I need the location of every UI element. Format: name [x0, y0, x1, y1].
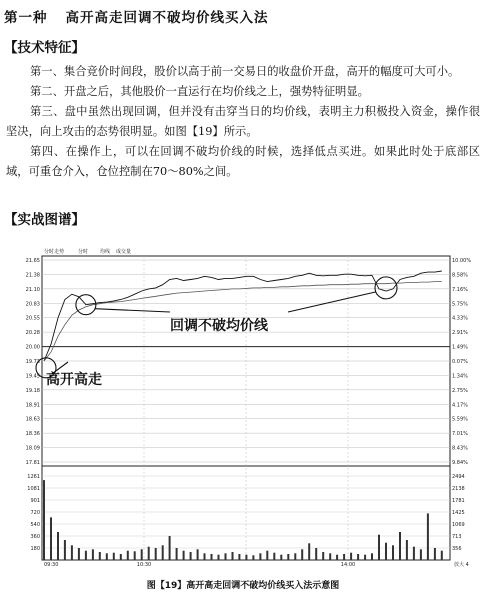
y-left-tick-label: 18.09	[25, 445, 40, 452]
intraday-chart-svg	[20, 244, 472, 574]
vol-left-tick-label: 540	[30, 522, 40, 528]
volume-bar	[322, 552, 324, 560]
volume-bar	[71, 545, 73, 560]
title-text: 高开高走回调不破均价线买入法	[65, 10, 269, 26]
pullback-annotation: 回调不破均价线	[170, 318, 268, 334]
y-right-tick-label: 0.07%	[452, 359, 468, 365]
volume-bar	[43, 480, 45, 560]
volume-bar	[441, 551, 443, 560]
volume-bar	[399, 532, 401, 560]
vol-right-tick-label: 2138	[452, 486, 465, 492]
vol-left-tick-label: 1081	[27, 486, 40, 492]
y-left-tick-label: 19.45	[25, 373, 40, 380]
y-right-tick-label: 4.33%	[452, 315, 468, 322]
y-right-tick-label: 2.91%	[452, 330, 468, 337]
volume-bar	[57, 532, 59, 560]
y-left-tick-label: 17.81	[25, 460, 40, 466]
y-left-tick-label: 18.63	[25, 416, 40, 423]
volume-bar	[238, 554, 240, 560]
volume-bar	[280, 555, 282, 560]
volume-bar	[413, 547, 415, 560]
volume-bar	[378, 535, 380, 560]
paragraph-1: 第一、集合竞价时间段，股价以高于前一交易日的收盘价开盘，高开的幅度可大可小。	[30, 65, 460, 78]
volume-bar	[148, 547, 150, 560]
y-right-tick-label: 8.58%	[452, 272, 468, 279]
volume-bar	[85, 551, 87, 560]
y-right-tick-label: 1.34%	[452, 373, 468, 380]
pullback-arrow-right	[288, 292, 376, 312]
y-right-tick-label: 2.75%	[452, 387, 468, 394]
page-title	[4, 6, 269, 26]
y-left-tick-label: 20.00	[25, 344, 40, 351]
volume-bar	[169, 536, 171, 560]
vol-left-tick-label: 720	[30, 510, 40, 516]
y-right-tick-label: 7.01%	[452, 431, 468, 438]
volume-bar	[350, 553, 352, 560]
volume-bar	[78, 548, 80, 560]
y-right-tick-label: 10.00%	[452, 258, 472, 264]
section-heading-features: 【技术特征】	[4, 40, 85, 56]
vol-right-tick-label: 356	[452, 546, 462, 552]
volume-bar	[176, 548, 178, 560]
figure-caption: 图【19】高开高走回调不破均价线买入法示意图	[146, 581, 340, 591]
volume-bar	[434, 548, 436, 560]
volume-bar	[364, 555, 366, 560]
paragraph-2: 第二、开盘之后，其他股价一直运行在均价线之上，强势特征明显。	[30, 85, 369, 98]
volume-bar	[155, 548, 157, 560]
vol-left-tick-label: 360	[30, 534, 40, 540]
volume-bar	[259, 553, 261, 560]
volume-bar	[64, 540, 66, 560]
volume-bar	[301, 549, 303, 560]
volume-bar	[106, 553, 108, 560]
volume-bar	[294, 553, 296, 560]
volume-bar	[190, 552, 192, 560]
volume-bar	[141, 549, 143, 560]
chart-header-label: 成交量	[116, 249, 132, 255]
vol-right-tick-label: 713	[452, 534, 462, 540]
volume-bar	[162, 545, 164, 560]
y-right-tick-label: 5.75%	[452, 301, 468, 308]
volume-bar	[211, 554, 213, 560]
y-left-tick-label: 20.28	[25, 330, 40, 337]
chart-header-label: 分时	[78, 249, 89, 255]
volume-bar	[315, 548, 317, 560]
volume-bar	[343, 554, 345, 560]
x-tick-label: 14:00	[340, 562, 356, 568]
volume-bar	[245, 555, 247, 560]
y-right-tick-label: 4.17%	[452, 402, 468, 409]
y-right-tick-label: 9.84%	[452, 460, 468, 466]
gap-up-annotation: 高开高走	[46, 372, 102, 388]
volume-bar	[427, 513, 429, 560]
volume-bar	[392, 545, 394, 560]
volume-bar	[92, 549, 94, 560]
paragraph-3: 第三、盘中虽然出现回调，但并没有击穿当日的均价线，表明主力积极投入资金，操作很坚决，向上攻击的态势很明显。如图【19】所示。	[6, 105, 480, 138]
vol-right-tick-label: 1425	[452, 510, 465, 516]
vol-left-tick-label: 1261	[27, 474, 40, 480]
vol-left-tick-label: 901	[30, 498, 40, 504]
y-right-tick-label: 1.49%	[452, 344, 468, 351]
volume-bar	[197, 549, 199, 560]
x-tick-label: 10:30	[136, 562, 152, 568]
volume-bar	[113, 553, 115, 560]
y-left-tick-label: 18.91	[25, 402, 40, 409]
volume-bar	[357, 554, 359, 560]
title-prefix: 第一种	[4, 10, 48, 26]
feature-paragraphs	[6, 62, 480, 182]
volume-bar	[99, 552, 101, 560]
volume-bar	[266, 551, 268, 560]
x-tick-label: 09:30	[44, 562, 59, 568]
volume-bar	[308, 543, 310, 560]
y-left-tick-label: 20.55	[25, 315, 40, 322]
chart-header-label: 均线	[100, 249, 111, 255]
volume-bar	[218, 555, 220, 560]
volume-bar	[134, 551, 136, 560]
vol-left-tick-label: 180	[30, 546, 40, 552]
volume-bar	[183, 551, 185, 560]
volume-bar	[287, 554, 289, 560]
volume-bar	[50, 517, 52, 560]
y-left-tick-label: 21.38	[25, 272, 40, 279]
volume-bar	[371, 553, 373, 560]
volume-bar	[225, 553, 227, 560]
volume-bar	[420, 549, 422, 560]
y-left-tick-label: 19.18	[25, 387, 40, 394]
x-right-label: 放大 4	[454, 562, 469, 568]
volume-bar	[252, 555, 254, 560]
y-left-tick-label: 19.73	[25, 359, 40, 365]
volume-bar	[232, 552, 234, 560]
chart-header-label: 分时走势	[44, 249, 65, 255]
y-right-tick-label: 7.16%	[452, 286, 468, 293]
price-series-line	[44, 271, 442, 361]
paragraph-4: 第四、在操作上，可以在回调不破均价线的时候，选择低点买进。如果此时处于底部区域，可重仓介入，仓位控制在70～80%之间。	[6, 145, 480, 178]
vol-right-tick-label: 2494	[452, 474, 465, 480]
volume-bar	[273, 553, 275, 560]
y-left-tick-label: 20.83	[25, 301, 40, 308]
intraday-chart	[20, 244, 472, 574]
volume-bar	[127, 551, 129, 560]
section-heading-charts: 【实战图谱】	[4, 212, 85, 228]
y-right-tick-label: 8.43%	[452, 445, 468, 452]
y-left-tick-label: 21.10	[25, 286, 40, 293]
vol-right-tick-label: 1781	[452, 498, 465, 504]
volume-bar	[406, 540, 408, 560]
volume-bar	[385, 543, 387, 560]
y-left-tick-label: 18.36	[25, 431, 40, 438]
volume-bar	[336, 555, 338, 560]
volume-bar	[120, 554, 122, 560]
volume-bar	[329, 553, 331, 560]
y-right-tick-label: 5.59%	[452, 416, 468, 423]
vol-right-tick-label: 1069	[452, 522, 465, 528]
volume-bar	[204, 553, 206, 560]
pullback-arrow-left	[95, 309, 170, 312]
y-left-tick-label: 21.65	[25, 258, 40, 264]
